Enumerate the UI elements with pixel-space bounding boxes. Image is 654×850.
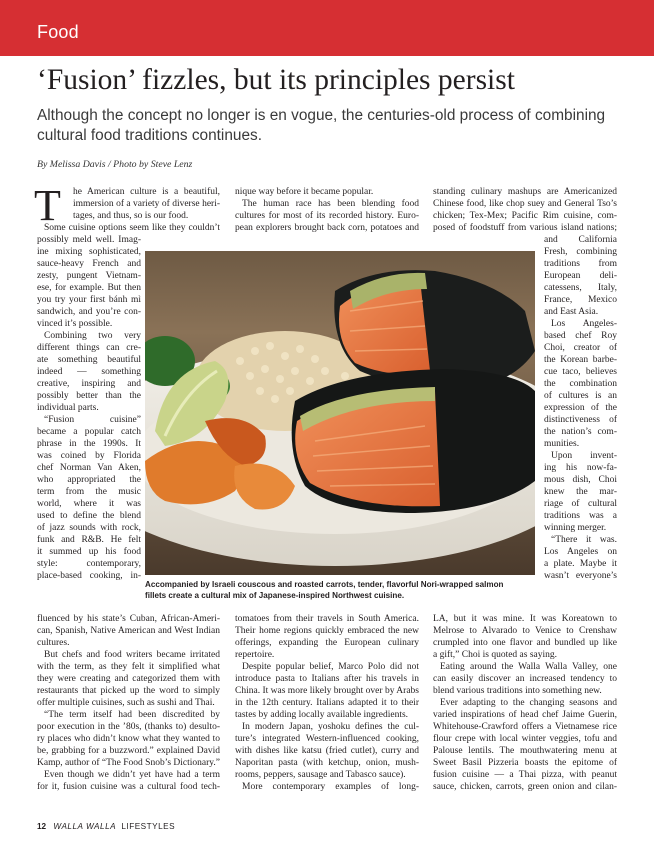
body-text-line: Whitehouse-Crawford offers a Vietnamese rice — [433, 722, 617, 732]
section-label: Food — [37, 22, 79, 42]
body-text-line: poor execution in the ’80s, (thanks to) desulto- — [37, 722, 220, 732]
body-text-line: it summed up his food — [37, 547, 141, 557]
body-text-line: LA, but it was mine. It was Koreatown to — [433, 614, 617, 624]
body-text-line: ry places who didn’t know what they wanted to — [37, 734, 220, 744]
body-text-line: with the term, as they felt it simplified what — [37, 662, 220, 672]
body-text-line: place-based cooking, in- — [37, 571, 141, 581]
body-text-line: different things can cre- — [37, 343, 141, 353]
body-text-line: France, Mexico — [544, 295, 617, 305]
food-photo — [145, 251, 535, 575]
body-text-line: tages, and thus, so is our food. — [73, 211, 189, 221]
body-text-line: posed of foodstuff from various island nations; — [433, 223, 617, 233]
body-text-line: vinced it’s possible. — [37, 319, 113, 329]
body-text-line: in the 12th century. Italians adapted it to their — [235, 698, 419, 708]
body-text-line: creative, inspiring and — [37, 379, 141, 389]
body-text-line: term from the music — [37, 487, 141, 497]
body-text-line: was coined by Florida — [37, 451, 141, 461]
body-text-line: introduce pasta to Italians after his travels in — [235, 674, 419, 684]
body-text-line: and East Asia. — [544, 307, 599, 317]
body-text-line: Combining two very — [44, 331, 141, 341]
body-text-line: funk and R&B. He felt — [37, 535, 141, 545]
body-text-line: Palouse lentils. The mouthwatering menu at — [433, 746, 617, 756]
body-text-line: fluenced by his state’s Cuban, African-Ameri- — [37, 614, 220, 624]
body-text-line: catessens, Italy, — [544, 283, 617, 293]
body-text-line: riage of cultural — [544, 499, 617, 509]
body-text-line: with dishes like katsu (fried cutlet), curry and — [235, 746, 419, 756]
body-text-line: cultures for most of its recorded history. Euro- — [235, 211, 419, 221]
body-text-line: blend various traditions into something new. — [433, 686, 602, 696]
body-text-line: Even though we didn’t yet have had a term — [44, 770, 220, 780]
body-text-line: Los Angeles on — [544, 547, 617, 557]
body-text-line: Choi, creator of — [544, 343, 617, 353]
body-text-line: varied inspirations of head chef Jaime Guerin, — [433, 710, 617, 720]
body-text-line: Kamp, author of “The Food Snob’s Dictionary.” — [37, 758, 221, 768]
body-text-line: Chinese food, like chop suey and General Tso’s — [433, 199, 617, 209]
body-text-line: But chefs and food writers became irritated — [44, 650, 220, 660]
body-text-line: individual parts. — [37, 403, 99, 413]
body-text-line: ine mixing sophisticated, — [37, 247, 141, 257]
photo-caption: Accompanied by Israeli couscous and roasted carrots, tender, flavorful Nori-wrapped salmon fillets create a cultural mix of Japanese-inspired Northwest cuisine. — [145, 580, 504, 600]
body-text-line: tastes by adding locally available ingredients. — [235, 710, 409, 720]
body-text-line: for it, fusion cuisine was a cultural food tech- — [37, 782, 220, 792]
body-text-line: sandwich, and you’re con- — [37, 307, 141, 317]
body-text-line: China. It was more likely brought over by Arabs — [235, 686, 419, 696]
body-text-line: phrase in the 1990s. It — [37, 439, 141, 449]
body-text-line: style: contemporary, — [37, 559, 141, 569]
body-text-line: distinctiveness of — [544, 415, 617, 425]
body-text-line: sauce, chicken, carrots, green onion and cilan- — [433, 782, 617, 792]
body-text-line: of cultures is an — [544, 391, 617, 401]
body-text-line: Fresh, combining — [544, 247, 617, 257]
body-text-line: traditions was a — [544, 511, 617, 521]
body-text-line: a gift,” Choi is quoted as saying. — [433, 650, 558, 660]
body-text-line: In modern Japan, yoshoku defines the cul- — [242, 722, 419, 732]
body-text-line: crumpled into one flavor and bundled up like — [433, 638, 617, 648]
body-text-line: became a popular catch — [37, 427, 141, 437]
body-text-line: you try your first bánh mì — [37, 295, 141, 305]
body-text-line: who appropriated the — [37, 475, 141, 485]
salmon-dish-illustration — [145, 251, 535, 575]
body-text-line: The human race has been blending food — [242, 199, 419, 209]
body-text-line: “The term itself had been discredited by — [44, 710, 220, 720]
body-text-line: Their home regions quickly embraced the new — [235, 626, 419, 636]
body-text-line: munities. — [544, 439, 580, 449]
body-text-line: ing his now-fa- — [544, 463, 617, 473]
body-text-line: zesty, pungent Vietnam- — [37, 271, 141, 281]
body-text-line: ture’s integrated Western-influenced cooking, — [235, 734, 419, 744]
body-text-line: be, grabbing for a buzzword.” explained David — [37, 746, 220, 756]
body-text-line: wasn’t everyone’s — [544, 571, 617, 581]
section-header-band — [0, 0, 654, 56]
body-text-line: indeed — something — [37, 367, 141, 377]
body-text-line: cue taco, believes — [544, 367, 617, 377]
body-text-line: ese, for example. But then — [37, 283, 141, 293]
body-text-line: Some cuisine options seem like they couldn’t — [44, 223, 220, 233]
body-text-line: of jazz sounds with rock, — [37, 523, 141, 533]
magazine-name: WALLA WALLA — [53, 822, 117, 831]
body-text-line: Upon invent- — [551, 451, 617, 461]
body-text-line: Los Angeles- — [551, 319, 617, 329]
body-text-line: chicken; Tex-Mex; Pacific Rim cuisine, com- — [433, 211, 617, 221]
page-footer — [37, 822, 175, 831]
body-text-line: Eating around the Walla Walla Valley, one — [440, 662, 617, 672]
article-title: ‘Fusion’ fizzles, but its principles persist — [37, 64, 515, 96]
body-text-line: restaurants that picked up the word to simply — [37, 686, 220, 696]
body-text-line: chef Norman Van Aken, — [37, 463, 141, 473]
body-text-line: flour crepe with local winter veggies, tofu and — [433, 734, 617, 744]
body-text-line: Naporitan pasta (with ketchup, onion, mush- — [235, 758, 419, 768]
body-text-line: More contemporary examples of long- — [242, 782, 419, 792]
body-text-line: can easily discover an increased tendency to — [433, 674, 617, 684]
body-text-line: based chef Roy — [544, 331, 617, 341]
body-text-line: mous dish, Choi — [544, 475, 617, 485]
body-text-line: standing culinary mashups are Americanized — [433, 187, 617, 197]
drop-cap: T — [34, 181, 61, 230]
body-text-line: pean explorers brought back corn, potatoes and — [235, 223, 419, 233]
body-text-line: world, where it was — [37, 499, 141, 509]
page-number: 12 — [37, 822, 47, 831]
body-text-line: the combination — [544, 379, 617, 389]
body-text-line: repertoire. — [235, 650, 275, 660]
body-text-line: immersion of a variety of diverse heri- — [73, 199, 220, 209]
body-text-line: knew the mar- — [544, 487, 617, 497]
body-text-line: nique way before it became popular. — [235, 187, 374, 197]
body-text-line: expression of the — [544, 403, 617, 413]
body-text-line: Ever adapting to the changing seasons and — [440, 698, 617, 708]
body-text-line: traditions from — [544, 259, 617, 269]
body-text-line: possibly meld well. Imag- — [37, 235, 141, 245]
body-text-line: cultures. — [37, 638, 70, 648]
body-text-line: European deli- — [544, 271, 617, 281]
byline: By Melissa Davis / Photo by Steve Lenz — [37, 159, 193, 170]
body-text-line: rooms, peppers, sausage and Tabasco sauce). — [235, 770, 406, 780]
body-text-line: offer multiple cuisines, such as sushi and Thai. — [37, 698, 215, 708]
body-text-line: fusion cuisine — a Thai pizza, with peanut — [433, 770, 617, 780]
body-text-line: offerings, expanding the European culinary — [235, 638, 419, 648]
body-text-line: “Fusion cuisine” — [44, 415, 141, 425]
body-text-line: and California — [544, 235, 617, 245]
body-text-line: ate something beautiful — [37, 355, 141, 365]
body-text-line: a plate. Maybe it — [544, 559, 617, 569]
body-text-line: Despite popular belief, Marco Polo did not — [242, 662, 419, 672]
body-text-line: sauce-heavy French and — [37, 259, 141, 269]
body-text-line: tomatoes from their travels in South America. — [235, 614, 419, 624]
article-subtitle: Although the concept no longer is en vogue, the centuries-old process of combining cultural food traditions continues. — [37, 107, 606, 144]
body-text-line: the Korean barbe- — [544, 355, 617, 365]
body-text-line: used to define the blend — [37, 511, 141, 521]
body-text-line: possibly better than the — [37, 391, 141, 401]
body-text-line: he American culture is a beautiful, — [73, 187, 220, 197]
body-text-line: the nation’s com- — [544, 427, 617, 437]
body-text-line: winning merger. — [544, 523, 607, 533]
publication-name: LIFESTYLES — [121, 822, 176, 831]
body-text-line: Melrose to Alvarado to Venice to Crenshaw — [433, 626, 617, 636]
body-text-line: they were creating and categorized them with — [37, 674, 220, 684]
body-text-line: “There it was. — [551, 535, 617, 545]
body-text-line: can, Spanish, Native American and West Indian — [37, 626, 220, 636]
body-text-line: Sweet Basil Pizzeria boasts the epitome of — [433, 758, 617, 768]
